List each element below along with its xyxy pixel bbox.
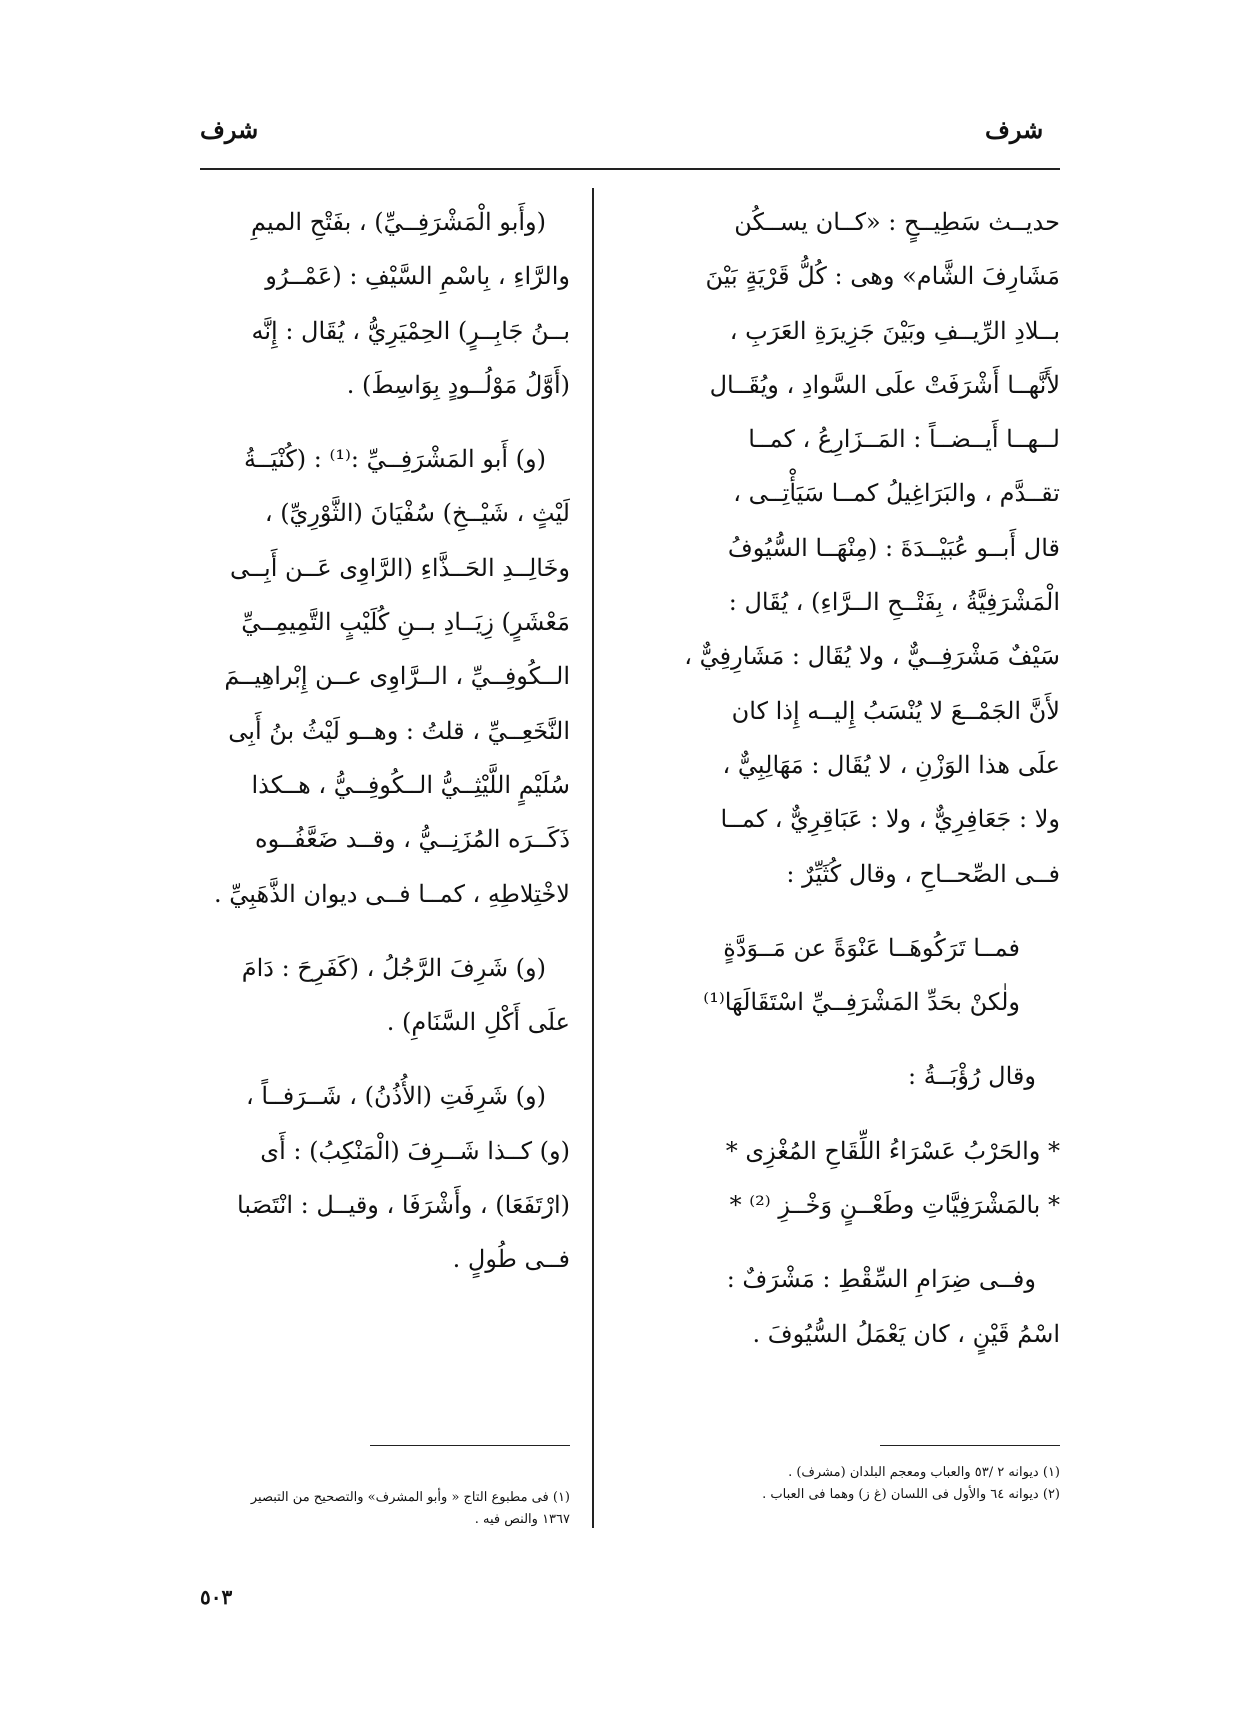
header-rule: [200, 168, 1060, 170]
text-line: (و) شَرِفَ الرَّجُلُ ، (كَفَرِحَ : دَامَ: [241, 953, 546, 982]
footnote: (٢) ديوانه ٦٤ والأول فى اللسان (غ ز) وهما فى العباب .: [762, 1487, 1060, 1502]
right-column: [650, 195, 1060, 1361]
text-line: وخَالِــدِ الحَــذَّاءِ (الرَّاوِى عَــن أَبِــى: [229, 553, 570, 582]
text-line: (وأَبو الْمَشْرَفِــيِّ) ، بفَتْحِ الميمِ: [251, 208, 546, 236]
footnote-rule-left: [370, 1445, 570, 1446]
text-line: مَعْشَرٍ) زِيَــادِ بــنِ كُلَيْبٍ التَّمِيمِــيِّ: [241, 608, 570, 637]
text-line: والرَّاءِ ، بِاسْمِ السَّيْفِ : (عَمْــرُو: [265, 262, 570, 291]
text-line: (أَوَّلُ مَوْلُــودٍ بِوَاسِطَ) .: [346, 370, 570, 399]
text-line: وفــى ضِرَامِ السِّقْطِ : مَشْرَفٌ :: [726, 1265, 1036, 1294]
footnote-rule-right: [880, 1445, 1060, 1446]
text-line: حديــث سَطِيــحٍ : «كــان يســكُن: [734, 208, 1060, 236]
text-line: ولا : جَعَافِرِيٌّ ، ولا : عَبَاقِرِيٌّ ، كمــا: [720, 805, 1060, 834]
footnotes-right: [650, 1462, 1060, 1506]
text-line: لــهــا أَيــضــاً : المَــزَارِعُ ، كمــا: [748, 425, 1060, 454]
poem-verse: ولٰكنْ بحَدِّ المَشْرَفِــيِّ اسْتَقَالَهَا⁽¹⁾: [703, 988, 1020, 1017]
text-line: قال أَبــو عُبَيْــدَةَ : (مِنْهَــا السُّيُوفُ: [727, 533, 1060, 562]
text-line: (و) أَبو المَشْرَفِــيِّ :⁽¹⁾ : (كُنْيَــةُ: [243, 445, 546, 474]
poem-verse: * والحَرْبُ عَسْرَاءُ اللِّقَاحِ المُغْزِى *: [725, 1136, 1060, 1165]
text-line: بــلادِ الرِّيــفِ وبَيْنَ جَزِيرَةِ العَرَبِ ،: [729, 316, 1060, 345]
text-line: علَى هذا الوَزْنِ ، لا يُقَال : مَهَالِبِيٌّ ،: [722, 750, 1060, 779]
text-line: فــى طُولٍ .: [452, 1245, 570, 1274]
poem-verse: فمــا تَرَكُوهَــا عَنْوَةً عن مَــوَدَّةٍ: [723, 933, 1020, 962]
text-line: سُلَيْمٍ اللَّيْثِــيُّ الــكُوفِــيُّ ، هــكذا: [251, 770, 570, 799]
text-line: الــكُوفِــيِّ ، الــرَّاوِى عــن إِبْراهِيــمَ: [224, 662, 570, 691]
text-line: مَشَارِفَ الشَّام» وهى : كُلُّ قَرْيَةٍ بَيْنَ: [705, 262, 1060, 291]
poem-verse: * بالمَشْرَفِيَّاتِ وطَعْــنٍ وَخْــزِ ⁽²⁾ *: [729, 1191, 1060, 1220]
footnote: ١٣٦٧ والنص فيه .: [474, 1512, 570, 1527]
text-line: وقال رُؤْبَــةُ :: [908, 1062, 1036, 1091]
text-line: اسْمُ قَيْنٍ ، كان يَعْمَلُ السُّيُوفَ .: [752, 1319, 1060, 1348]
text-line: (و) كــذا شَــرِفَ (الْمَنْكِبُ) : أَى: [260, 1136, 570, 1165]
text-line: فــى الصِّحــاحِ ، وقال كُثَيِّرٌ :: [786, 859, 1060, 888]
running-head-right: شرف: [985, 115, 1044, 144]
text-line: تقــدَّم ، والبَرَاغِيلُ كمــا سَيَأْتِــى ،: [733, 479, 1060, 508]
text-line: علَى أَكْلِ السَّنَامِ) .: [386, 1008, 570, 1037]
text-line: سَيْفٌ مَشْرَفِــيٌّ ، ولا يُقَال : مَشَارِفِيٌّ ،: [684, 642, 1060, 671]
footnote: (١) ديوانه ٢ /٥٣ والعباب ومعجم البلدان (مشرف) .: [788, 1465, 1060, 1480]
left-column: [200, 195, 570, 1287]
text-line: ذَكَــرَه المُزَنِــيُّ ، وقــد ضَعَّفُــوه: [255, 825, 570, 854]
column-divider: [592, 188, 594, 1528]
page-number: ٥٠٣: [200, 1585, 233, 1609]
text-line: (و) شَرِفَتِ (الأُذُنُ) ، شَــرَفــاً ،: [246, 1082, 546, 1111]
running-head-left: شرف: [200, 115, 259, 144]
text-line: النَّخَعِــيِّ ، قلتُ : وهــو لَيْثُ بنُ أَبِى: [228, 716, 570, 745]
text-line: بــنُ جَابِــرٍ) الحِمْيَرِيُّ ، يُقَال : إِنَّه: [251, 316, 570, 345]
footnote: (١) فى مطبوع التاج « وأبو المشرف» والتصحيح من التبصير: [250, 1490, 570, 1505]
text-line: لاخْتِلاطِهِ ، كمــا فــى ديوان الذَّهَبِيِّ .: [214, 879, 570, 908]
text-line: الْمَشْرَفِيَّةُ ، بِفَتْــحِ الــرَّاءِ) ، يُقَال :: [728, 588, 1060, 617]
text-line: لَيْثٍ ، شَيْــخِ) سُفْيَانَ (الثَّوْرِيِّ) ،: [264, 499, 570, 528]
text-line: لأَنَّهــا أَشْرَفَتْ علَى السَّوادِ ، ويُقَــال: [709, 370, 1060, 399]
text-line: لأَنَّ الجَمْــعَ لا يُنْسَبُ إِليــه إِذا كان: [731, 696, 1060, 725]
text-line: (ارْتَفَعَا) ، وأَشْرَفَا ، وقيــل : انْتَصَبا: [237, 1191, 570, 1220]
footnotes-left: [200, 1487, 570, 1531]
